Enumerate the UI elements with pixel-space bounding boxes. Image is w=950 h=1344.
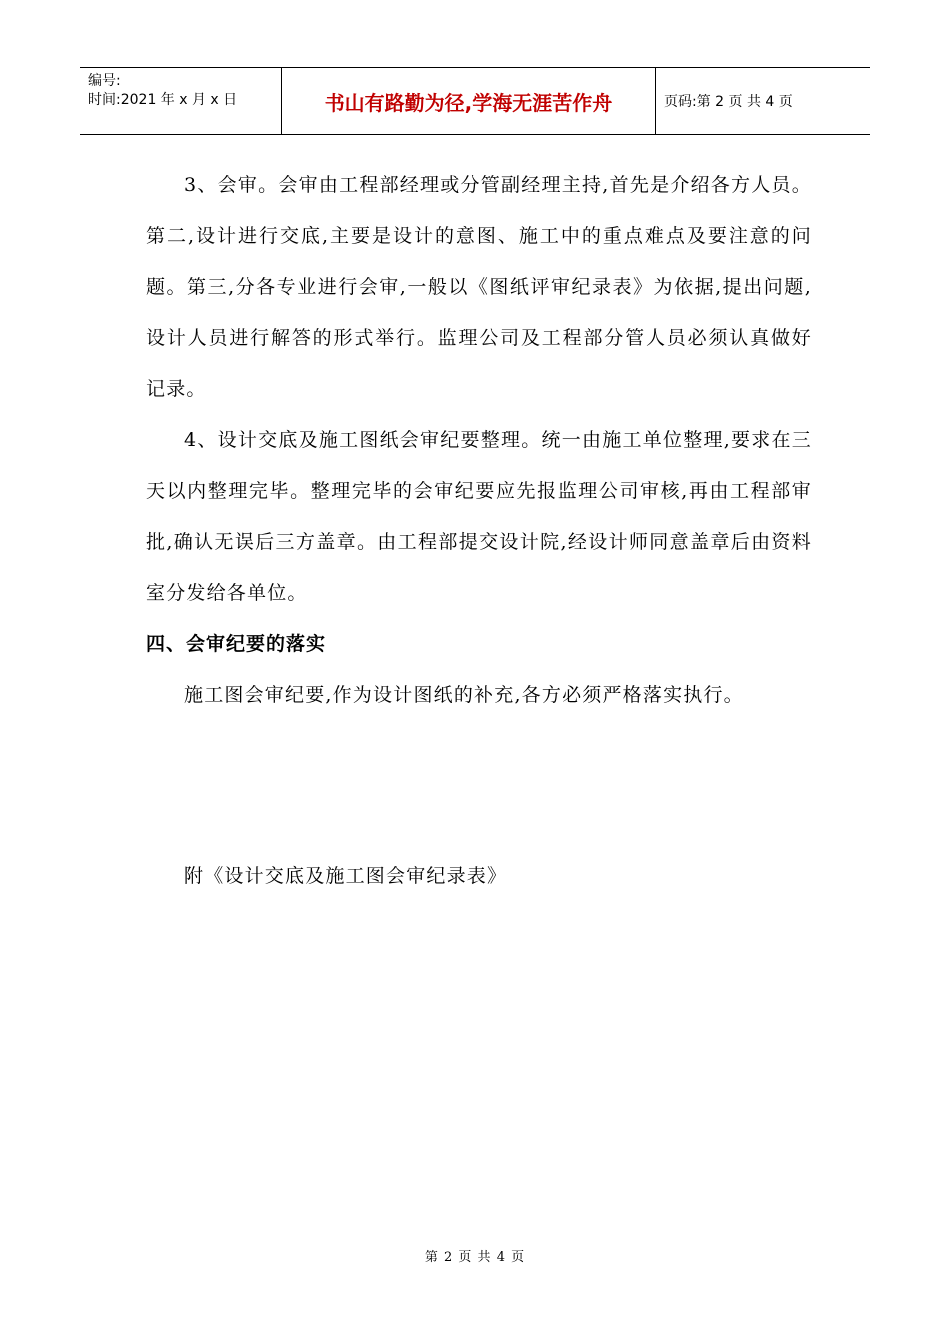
header-page-cell (656, 68, 870, 134)
paragraph-minutes-compilation: 4、设计交底及施工图纸会审纪要整理。统一由施工单位整理,要求在三天以内整理完毕。整理完毕的会审纪要应先报监理公司审核,再由工程部审批,确认无误后三方盖章。由工程部提交设计院,经设计师同意盖章后由资料室分发给各单位。 (146, 429, 812, 604)
header-motto: 书山有路勤为径,学海无涯苦作舟 (324, 90, 613, 115)
attachment-note: 附《设计交底及施工图会审纪录表》 (184, 865, 508, 887)
paragraph-review-meeting: 3、会审。会审由工程部经理或分管副经理主持,首先是介绍各方人员。第二,设计进行交底,主要是设计的意图、施工中的重点难点及要注意的问题。第三,分各专业进行会审,一般以《图纸评审纪录表》为依据,提出问题,设计人员进行解答的形式举行。监理公司及工程部分管人员必须认真做好记录。 (146, 174, 812, 400)
section-heading: 四、会审纪要的落实 (146, 633, 327, 655)
document-date: 时间:2021 年 x 月 x 日 (88, 92, 238, 108)
page-footer: 第 2 页 共 4 页 (424, 1250, 526, 1265)
paragraph-implementation: 施工图会审纪要,作为设计图纸的补充,各方必须严格落实执行。 (184, 684, 744, 706)
document-number-label: 编号: (88, 73, 121, 89)
document-header (80, 67, 870, 135)
header-motto-cell (282, 68, 656, 134)
document-body (146, 160, 812, 721)
header-meta-cell (80, 68, 282, 134)
header-page-info: 页码:第 2 页 共 4 页 (664, 94, 793, 110)
